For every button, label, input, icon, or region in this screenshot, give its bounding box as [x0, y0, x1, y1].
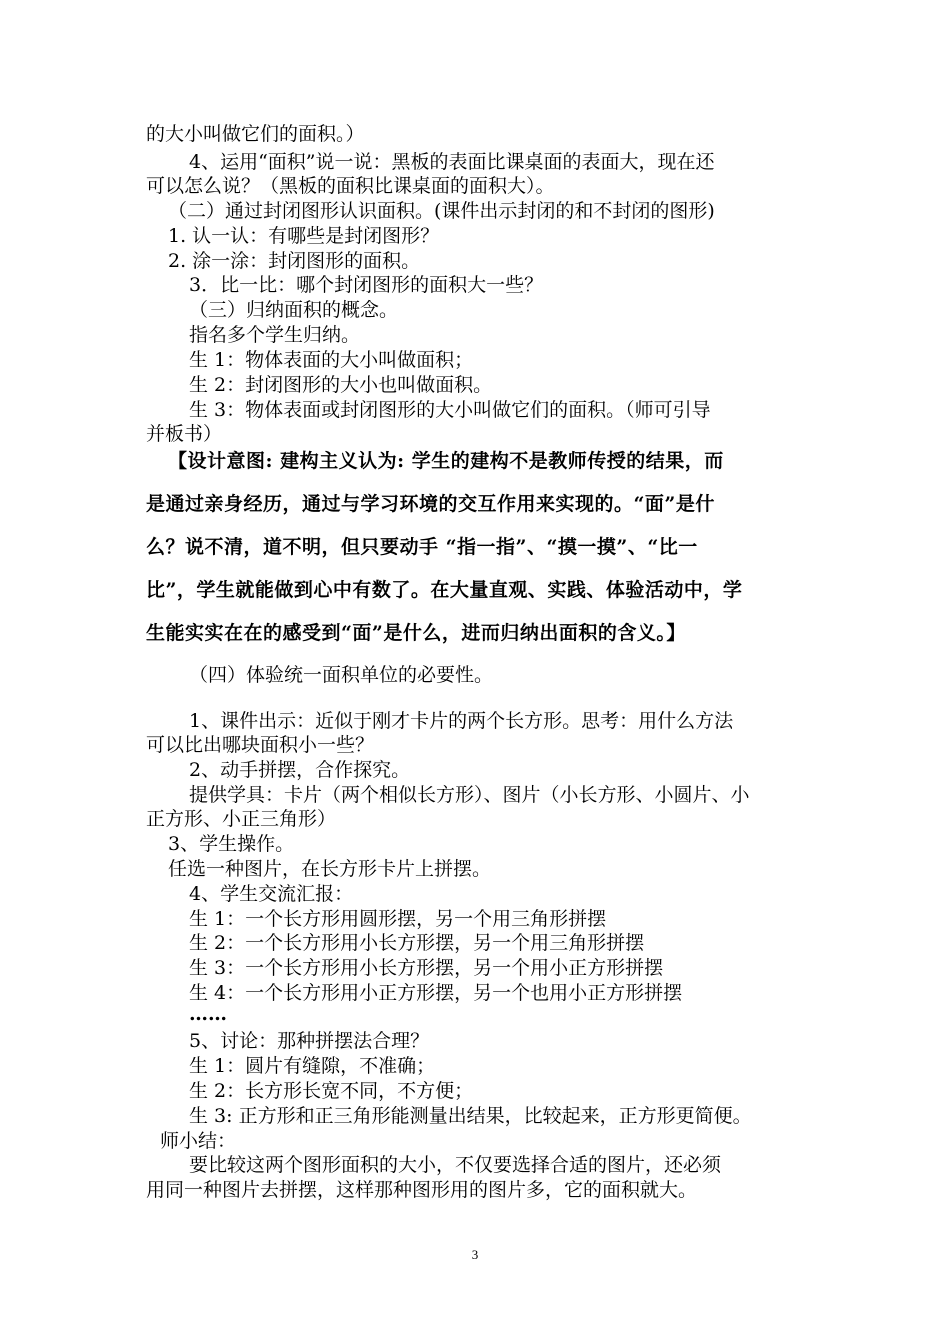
text-line: 1. 认一认：有哪些是封闭图形？	[168, 225, 440, 247]
text-line: 要比较这两个图形面积的大小，不仅要选择合适的图片，还必须	[189, 1154, 722, 1176]
text-line: （三）归纳面积的概念。	[189, 299, 399, 321]
text-line: 3．比一比：哪个封闭图形的面积大一些？	[189, 274, 544, 296]
text-line: 生 1：圆片有缝隙，不准确；	[189, 1055, 436, 1077]
text-line: 正方形、小正三角形）	[146, 808, 337, 830]
text-line: 可以怎么说？（黑板的面积比课桌面的面积大）。	[146, 175, 555, 197]
text-line: 生 2：长方形长宽不同，不方便；	[189, 1080, 474, 1102]
design-intent-line: 【设计意图: 建构主义认为: 学生的建构不是教师传授的结果，而	[168, 450, 724, 472]
text-line: 生 3: 正方形和正三角形能测量出结果，比较起来，正方形更简便。	[189, 1105, 752, 1127]
ellipsis-line: ……	[189, 1003, 227, 1025]
text-line: 生 4：一个长方形用小正方形摆，另一个也用小正方形拼摆	[189, 982, 683, 1004]
text-line: 生 1：物体表面的大小叫做面积；	[189, 349, 474, 371]
text-line: 1、课件出示：近似于刚才卡片的两个长方形。思考：用什么方法	[189, 710, 734, 732]
design-intent-line: 生能实实在在的感受到“面”是什么，进而归纳出面积的含义。】	[146, 622, 686, 644]
text-line: 并板书）	[146, 423, 223, 445]
section-heading: （四）体验统一面积单位的必要性。	[189, 664, 494, 686]
design-intent-line: 么？说不清，道不明，但只要动手 “指一指”、“摸一摸”、“比一	[146, 536, 698, 558]
text-line: 的大小叫做它们的面积。）	[146, 123, 365, 145]
text-line: （二）通过封闭图形认识面积。(课件出示封闭的和不封闭的图形)	[168, 200, 715, 222]
text-line: 可以比出哪块面积小一些？	[146, 734, 375, 756]
text-line: 4、学生交流汇报：	[189, 883, 354, 905]
text-line: 2、动手拼摆，合作探究。	[189, 759, 411, 781]
text-line: 提供学具：卡片（两个相似长方形）、图片（小长方形、小圆片、小	[189, 784, 750, 806]
design-intent-line: 是通过亲身经历，通过与学习环境的交互作用来实现的。“面”是什	[146, 493, 715, 515]
text-line: 任选一种图片，在长方形卡片上拼摆。	[168, 858, 492, 880]
text-line: 生 2：一个长方形用小长方形摆，另一个用三角形拼摆	[189, 932, 645, 954]
text-line: 师小结：	[160, 1130, 237, 1152]
text-line: 生 2：封闭图形的大小也叫做面积。	[189, 374, 493, 396]
text-line: 2. 涂一涂：封闭图形的面积。	[168, 250, 421, 272]
text-line: 3、学生操作。	[168, 833, 295, 855]
text-line: 指名多个学生归纳。	[189, 324, 361, 346]
text-line: 5、讨论：那种拼摆法合理？	[189, 1030, 430, 1052]
design-intent-line: 比”，学生就能做到心中有数了。在大量直观、实践、体验活动中，学	[146, 579, 743, 601]
text-line: 生 3：物体表面或封闭图形的大小叫做它们的面积。（师可引导	[189, 399, 711, 421]
text-line: 生 1：一个长方形用圆形摆，另一个用三角形拼摆	[189, 908, 607, 930]
text-line: 用同一种图片去拼摆，这样那种图形用的图片多，它的面积就大。	[146, 1179, 698, 1201]
text-line: 4、运用“面积”说一说：黑板的表面比课桌面的表面大，现在还	[189, 151, 715, 173]
page-number: 3	[471, 1247, 479, 1262]
text-line: 生 3：一个长方形用小长方形摆，另一个用小正方形拼摆	[189, 957, 664, 979]
